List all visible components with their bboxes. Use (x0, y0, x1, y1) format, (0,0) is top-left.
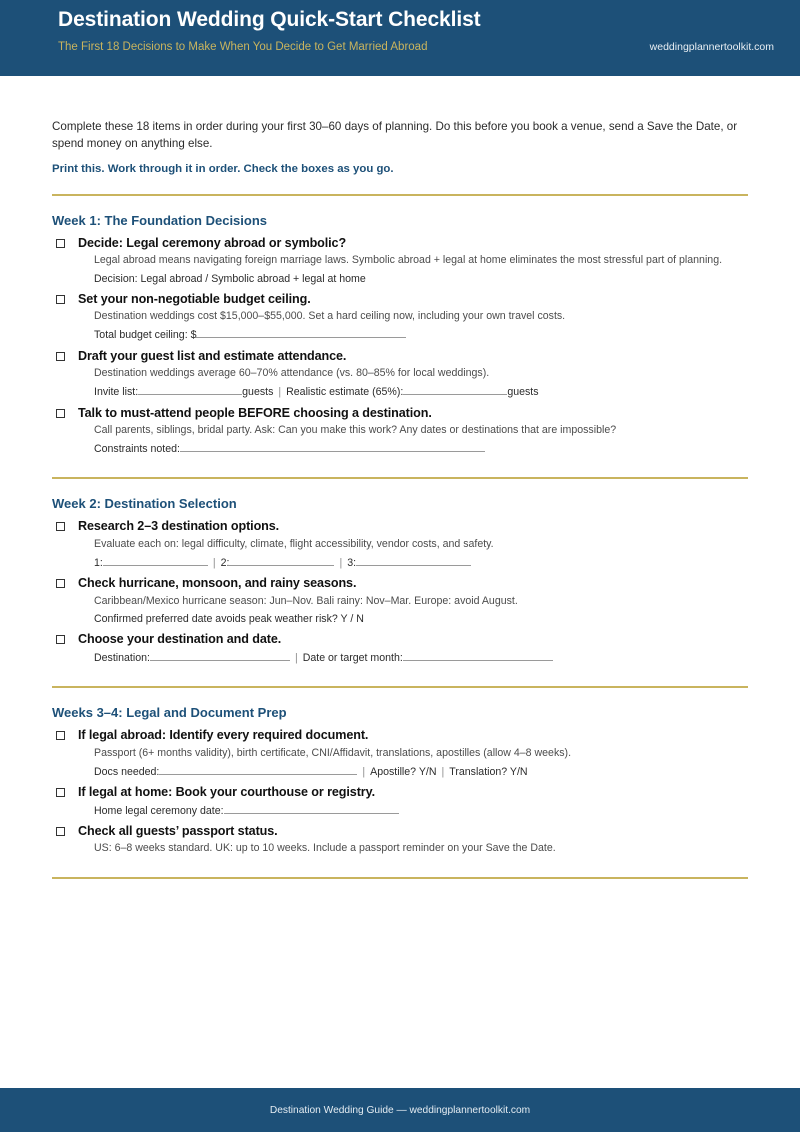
header-website-url: weddingplannertoolkit.com (649, 41, 774, 53)
fillin-blank-line[interactable] (196, 326, 406, 338)
fillin-separator: | (212, 557, 216, 570)
checklist-item (52, 235, 748, 288)
page-subtitle: The First 18 Decisions to Make When You Decide to Get Married Abroad (58, 41, 428, 53)
fillin-label: Decision: Legal abroad / Symbolic abroad + legal at home (94, 272, 366, 285)
fillin-label: guests (242, 386, 274, 399)
divider-rule (52, 877, 748, 879)
checklist-item-fillin-row (78, 611, 748, 628)
divider-rule (52, 686, 748, 688)
checklist-item (52, 575, 748, 628)
checkbox-icon[interactable] (56, 239, 65, 248)
checklist-item-fillin-row (78, 802, 748, 820)
checklist-item-description: Call parents, siblings, bridal party. Ask: Can you make this work? Any dates or destinations that are impossible? (94, 424, 617, 437)
fillin-blank-line[interactable] (356, 554, 471, 566)
page-header (0, 0, 800, 76)
fillin-separator: | (294, 651, 298, 664)
fillin-blank-line[interactable] (403, 649, 553, 661)
checklist-item-title: Set your non-negotiable budget ceiling. (78, 291, 311, 306)
checklist-item-fillin-row (78, 763, 748, 781)
checklist-item (52, 405, 748, 459)
intro-callout: Print this. Work through it in order. Check the boxes as you go. (52, 162, 394, 175)
checklist-sections (52, 213, 748, 879)
checkbox-icon[interactable] (56, 295, 65, 304)
checkbox-icon[interactable] (56, 579, 65, 588)
checkbox-icon[interactable] (56, 731, 65, 740)
checklist-section (52, 705, 748, 857)
checklist-item-description: Caribbean/Mexico hurricane season: Jun–Nov. Bali rainy: Nov–Mar. Europe: avoid August. (94, 595, 518, 607)
checklist-item-title: Choose your destination and date. (78, 632, 282, 647)
checklist-item (52, 631, 748, 667)
checklist-item-title: Check all guests’ passport status. (78, 823, 278, 838)
checklist-item (52, 784, 748, 820)
fillin-label: Translation? Y/N (449, 765, 528, 778)
divider-rule (52, 194, 748, 196)
checklist-item-description: Passport (6+ months validity), birth certificate, CNI/Affidavit, translations, apostilles (allow 4–8 weeks). (94, 746, 572, 759)
fillin-label: 2: (220, 557, 230, 570)
fillin-separator: | (339, 557, 343, 570)
fillin-blank-line[interactable] (159, 763, 357, 775)
section-title: Weeks 3–4: Legal and Document Prep (52, 705, 287, 721)
checklist-section (52, 213, 748, 459)
fillin-separator: | (441, 765, 445, 778)
checklist-item-description: Destination weddings average 60–70% attendance (vs. 80–85% for local weddings). (94, 367, 490, 380)
fillin-label: Total budget ceiling: $ (94, 329, 197, 342)
checkbox-icon[interactable] (56, 635, 65, 644)
checkbox-icon[interactable] (56, 788, 65, 797)
fillin-separator: | (278, 386, 282, 399)
checklist-item (52, 518, 748, 572)
fillin-label: guests (507, 386, 539, 399)
page-title: Destination Wedding Quick-Start Checklist (58, 8, 481, 31)
checklist-item-description: US: 6–8 weeks standard. UK: up to 10 weeks. Include a passport reminder on your Save the Date. (94, 842, 556, 855)
divider-rule (52, 477, 748, 479)
checklist-item-title: If legal abroad: Identify every required document. (78, 728, 369, 743)
checkbox-icon[interactable] (56, 827, 65, 836)
checkbox-icon[interactable] (56, 522, 65, 531)
fillin-label: Invite list: (94, 386, 139, 399)
page-footer (0, 1088, 800, 1132)
fillin-label: 3: (347, 557, 357, 570)
fillin-label: Date or target month: (302, 651, 403, 664)
checklist-item-fillin-row (78, 554, 748, 572)
section-title: Week 1: The Foundation Decisions (52, 212, 268, 228)
checkbox-icon[interactable] (56, 409, 65, 418)
fillin-label: Home legal ceremony date: (94, 804, 224, 817)
fillin-blank-line[interactable] (224, 802, 399, 814)
checklist-item-fillin-row (78, 326, 748, 344)
checklist-item-fillin-row (78, 383, 748, 401)
checklist-item-description: Evaluate each on: legal difficulty, climate, flight accessibility, vendor costs, and safety. (94, 538, 494, 551)
fillin-label: Confirmed preferred date avoids peak weather risk? Y / N (94, 613, 364, 626)
checklist-item-description: Destination weddings cost $15,000–$55,000. Set a hard ceiling now, including your own travel costs. (94, 310, 566, 323)
checklist-item-fillin-row (78, 440, 748, 458)
fillin-label: Destination: (94, 651, 150, 664)
fillin-blank-line[interactable] (138, 383, 242, 395)
intro-paragraph: Complete these 18 items in order during your first 30–60 days of planning. Do this before you book a venue, send a Save the Date, or spend money on anything else. (52, 120, 738, 151)
fillin-label: Apostille? Y/N (370, 765, 437, 778)
checklist-item (52, 727, 748, 781)
fillin-separator: | (362, 765, 366, 778)
fillin-label: 1: (94, 557, 103, 570)
fillin-blank-line[interactable] (150, 649, 290, 661)
fillin-label: Constraints noted: (94, 443, 180, 456)
checklist-item (52, 348, 748, 402)
checklist-section (52, 496, 748, 667)
checklist-item-description: Legal abroad means navigating foreign marriage laws. Symbolic abroad + legal at home eliminates the most stressful part of planning. (94, 254, 723, 267)
checklist-item-fillin-row (78, 649, 748, 667)
document-body (0, 76, 800, 1088)
fillin-label: Docs needed: (94, 765, 160, 778)
checklist-item-fillin-row (78, 271, 748, 288)
fillin-label: Realistic estimate (65%): (286, 386, 404, 399)
fillin-blank-line[interactable] (103, 554, 208, 566)
checklist-item-title: If legal at home: Book your courthouse or registry. (78, 785, 375, 799)
checklist-item (52, 291, 748, 345)
checklist-item-title: Talk to must-attend people BEFORE choosing a destination. (78, 405, 432, 420)
checklist-item-title: Decide: Legal ceremony abroad or symbolic? (78, 235, 347, 250)
footer-text: Destination Wedding Guide — weddingplannertoolkit.com (269, 1104, 531, 1116)
fillin-blank-line[interactable] (403, 383, 507, 395)
checklist-item-title: Check hurricane, monsoon, and rainy seasons. (78, 576, 357, 591)
section-title: Week 2: Destination Selection (52, 496, 237, 512)
fillin-blank-line[interactable] (180, 440, 485, 452)
checklist-item-title: Research 2–3 destination options. (78, 519, 280, 534)
checkbox-icon[interactable] (56, 352, 65, 361)
fillin-blank-line[interactable] (229, 554, 334, 566)
checklist-item (52, 823, 748, 858)
checklist-item-title: Draft your guest list and estimate attendance. (78, 348, 347, 363)
